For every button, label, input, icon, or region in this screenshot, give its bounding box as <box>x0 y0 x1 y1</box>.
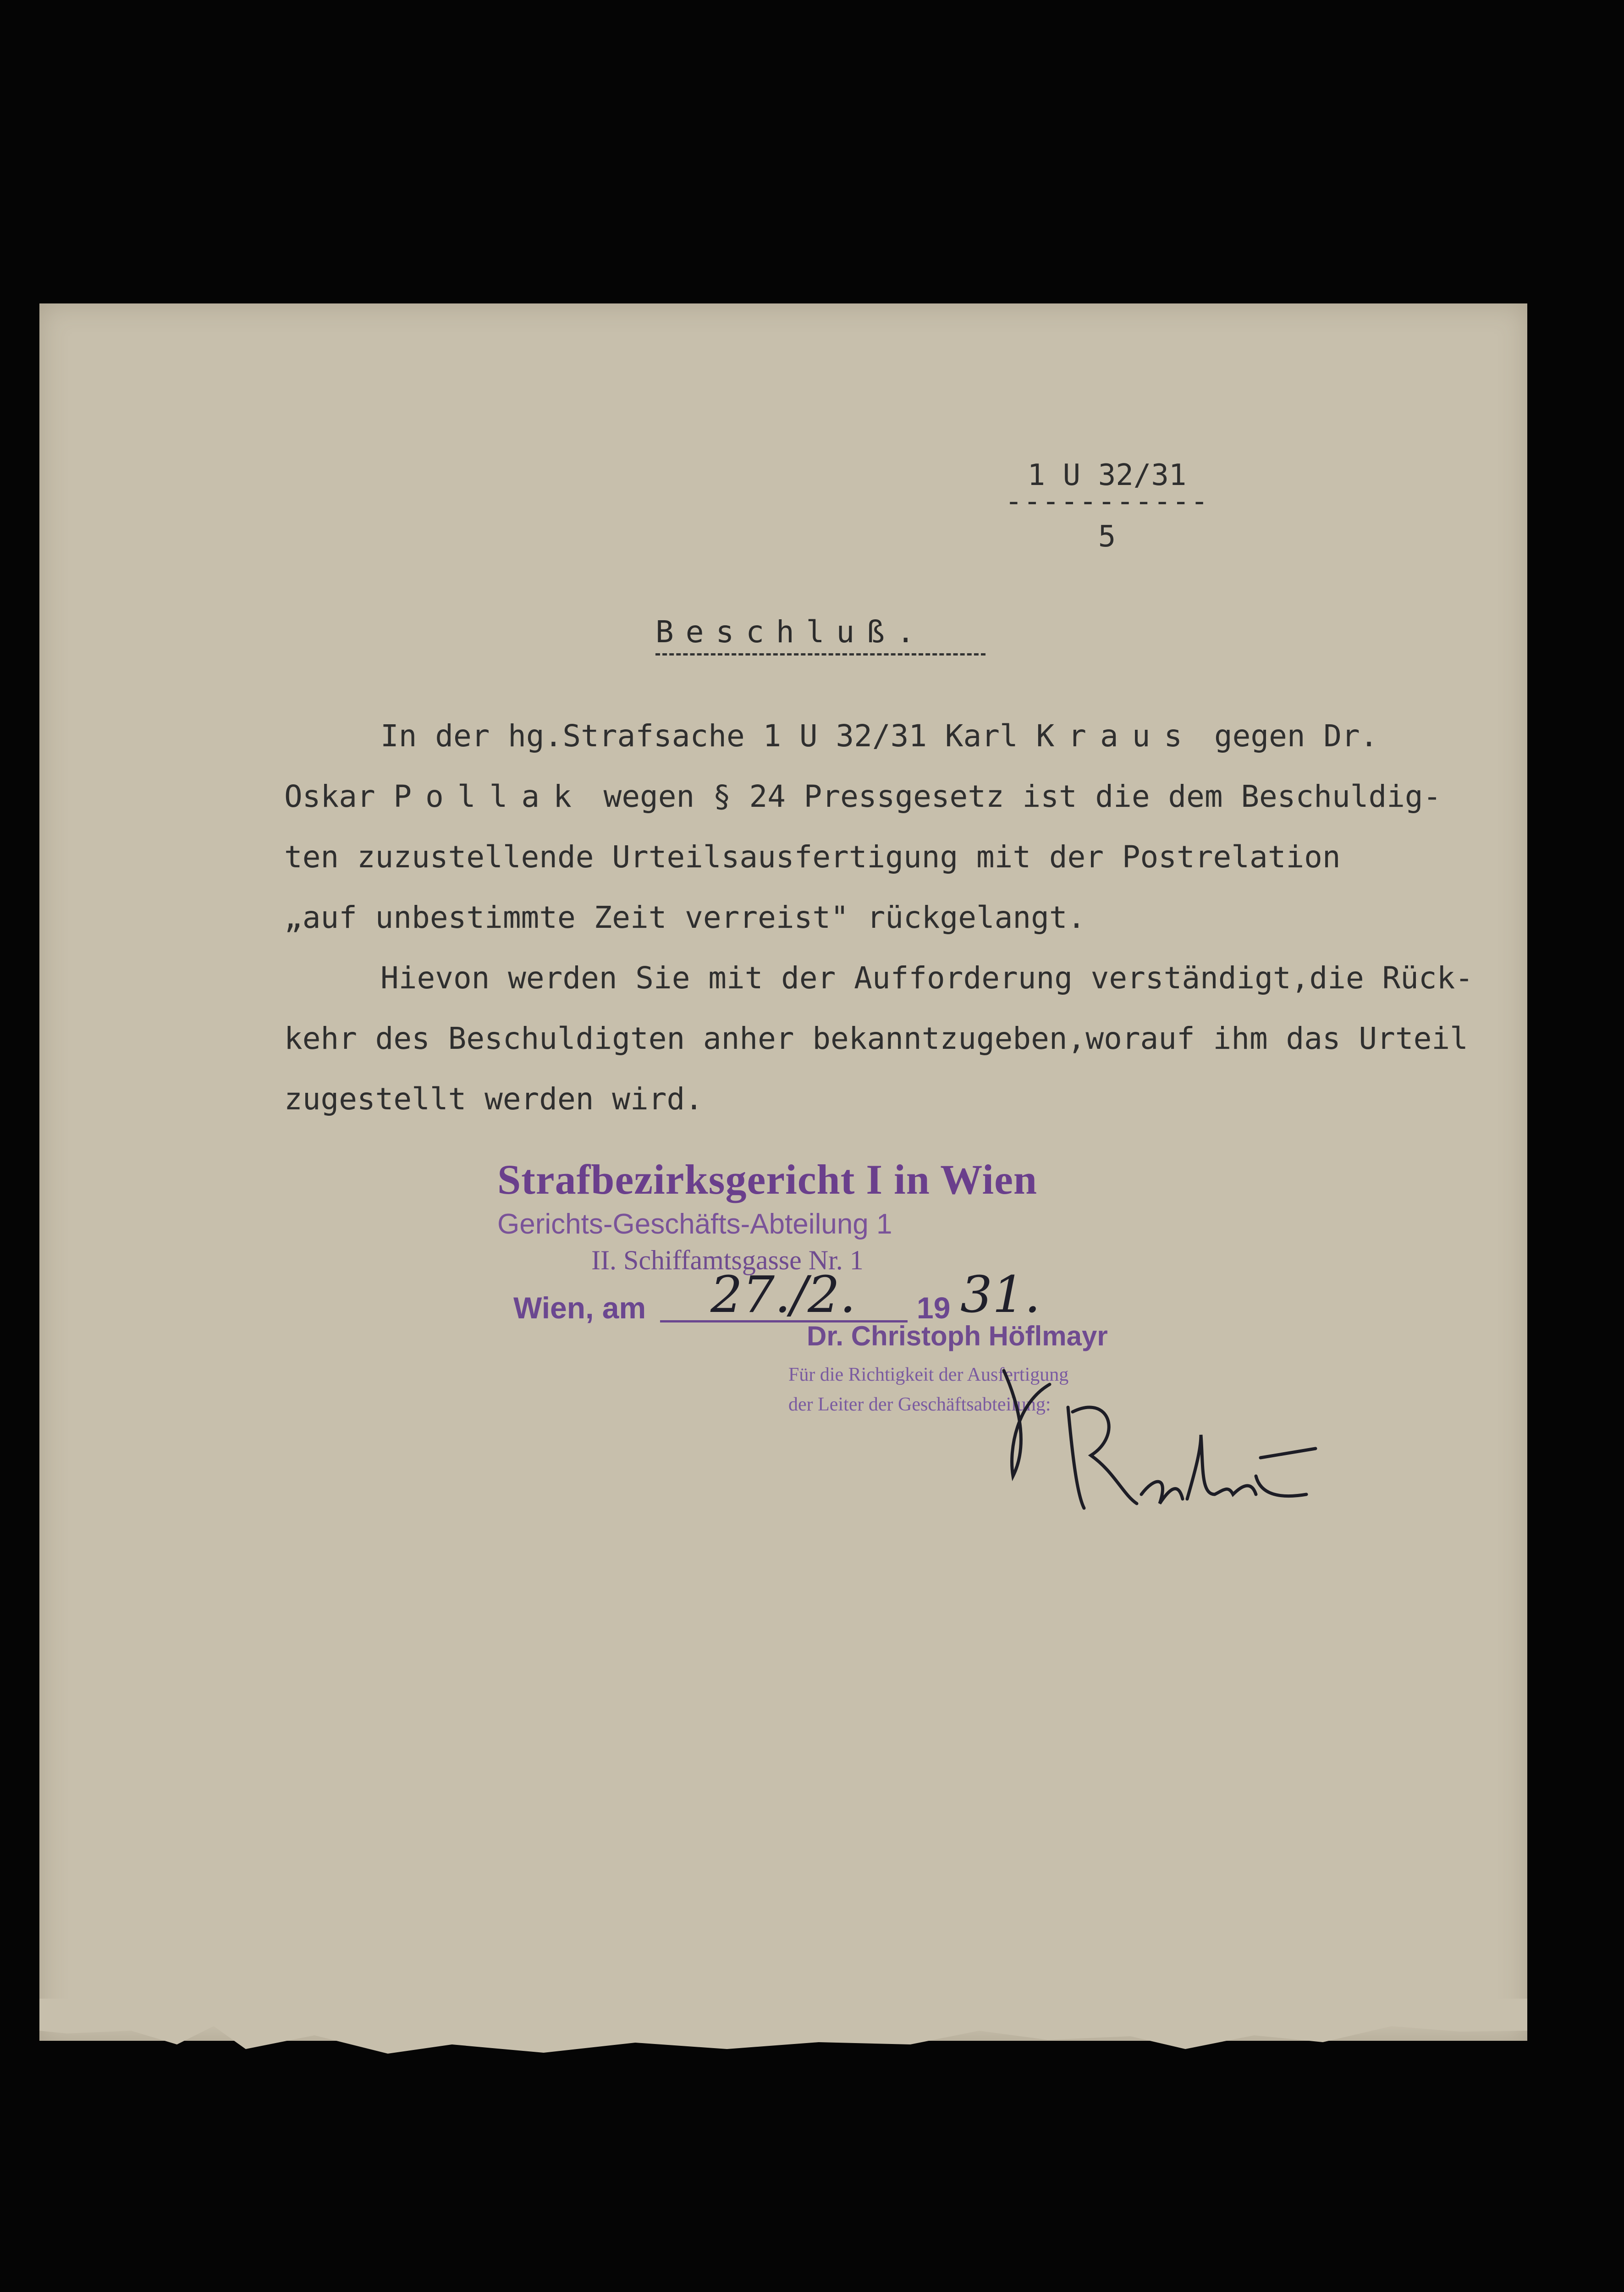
stamp-court-name: Strafbezirksgericht I in Wien <box>497 1156 1038 1203</box>
spaced-name: Pollak <box>393 779 585 814</box>
body-text-segment: „auf unbestimmte Zeit verreist" rückgelangt. <box>284 900 1086 935</box>
body-line <box>284 1069 1494 1129</box>
body-text-segment: wegen § 24 Pressgesetz ist die dem Beschuldig- <box>585 779 1442 814</box>
case-reference-block <box>1004 458 1210 554</box>
document-body <box>284 706 1494 1129</box>
body-line <box>284 827 1494 887</box>
case-reference: 1 U 32/31 <box>1027 458 1187 492</box>
page-number: 5 <box>1098 520 1116 554</box>
handwritten-date: 27./2. <box>710 1265 856 1324</box>
body-text-segment: ten zuzustellende Urteilsausfertigung mit der Postrelation <box>284 839 1341 875</box>
body-line <box>284 948 1494 1008</box>
stamp-note-line-1: Für die Richtigkeit der Ausfertigung <box>788 1364 1069 1385</box>
stamp-official-name: Dr. Christoph Höflmayr <box>807 1321 1108 1351</box>
body-line <box>284 766 1494 827</box>
body-text-segment: In der hg.Strafsache 1 U 32/31 Karl <box>380 718 1036 754</box>
body-text-segment: Hievon werden Sie mit der Aufforderung verständigt,die Rück- <box>380 960 1474 996</box>
stamp-address: II. Schiffamtsgasse Nr. 1 <box>591 1245 864 1275</box>
case-reference-rule: ----------- <box>1005 485 1209 518</box>
stamp-year-prefix: 19 <box>917 1291 951 1325</box>
torn-bottom-edge <box>39 1999 1527 2063</box>
stamp-note-line-2: der Leiter der Geschäftsabteilung: <box>788 1394 1051 1415</box>
stamp-department: Gerichts-Geschäfts-Abteilung 1 <box>497 1208 892 1240</box>
body-line <box>284 1008 1494 1069</box>
body-line <box>284 706 1494 766</box>
handwritten-year: 31. <box>960 1265 1040 1324</box>
title-underline <box>655 653 985 656</box>
body-text-segment: zugestellt werden wird. <box>284 1081 703 1117</box>
body-text-segment: gegen Dr. <box>1196 718 1378 754</box>
body-line <box>284 887 1494 948</box>
stamp-place-date-prefix: Wien, am <box>513 1291 646 1325</box>
body-text-segment: kehr des Beschuldigten anher bekanntzugeben,worauf ihm das Urteil <box>284 1021 1468 1056</box>
spaced-name: Kraus <box>1036 718 1196 754</box>
document-title: Beschluß. <box>655 614 927 650</box>
handwritten-signature <box>985 1357 1352 1540</box>
body-text-segment: Oskar <box>284 779 394 814</box>
